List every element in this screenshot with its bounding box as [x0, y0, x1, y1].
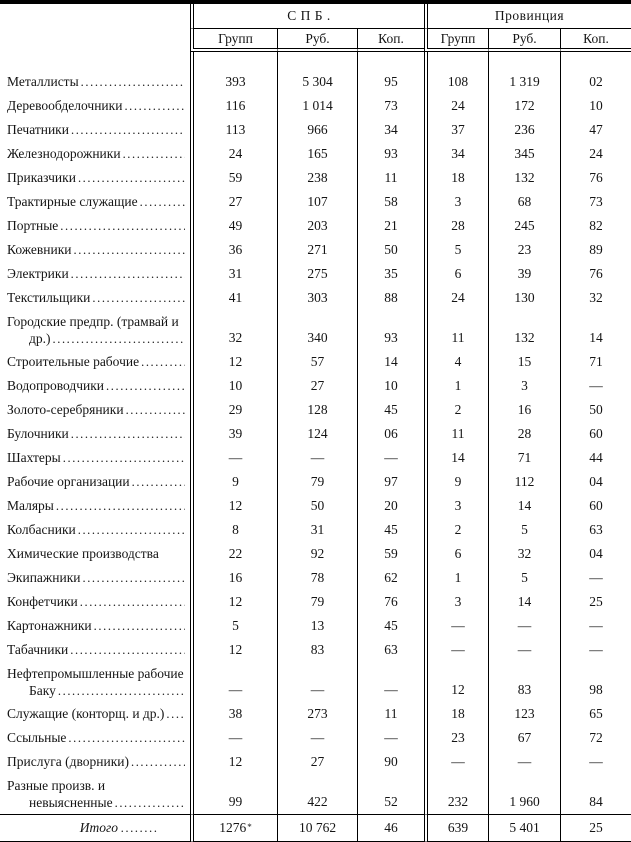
value-cell: 6	[424, 262, 488, 286]
value-cell: 9	[424, 470, 488, 494]
value-cell: 1	[424, 566, 488, 590]
value-cell: 24	[424, 94, 488, 118]
value-cell: —	[190, 446, 277, 470]
value-cell: 21	[357, 214, 424, 238]
row-label-cell	[0, 142, 190, 166]
value-cell: 422	[277, 774, 357, 814]
row-label-cell	[0, 166, 190, 190]
value-cell: —	[357, 726, 424, 750]
row-label: Табачники	[7, 642, 69, 657]
value-cell: 18	[424, 702, 488, 726]
row-label: Маляры	[7, 498, 54, 513]
row-label: Золото-серебряники	[7, 402, 124, 417]
leader-dots	[58, 682, 185, 700]
value-cell: 340	[277, 310, 357, 350]
value-cell: 6	[424, 542, 488, 566]
value-cell: 45	[357, 614, 424, 638]
total-value-cell: 5 401	[488, 814, 560, 842]
value-cell: 58	[357, 190, 424, 214]
value-cell: 238	[277, 166, 357, 190]
value-cell: 245	[488, 214, 560, 238]
value-cell: 11	[357, 702, 424, 726]
row-label: Городские предпр. (трамвай и	[7, 313, 179, 329]
header-group-province: Провинция	[424, 4, 631, 29]
value-cell: 73	[357, 94, 424, 118]
value-cell: 130	[488, 286, 560, 310]
value-cell: —	[190, 726, 277, 750]
value-cell: 14	[488, 590, 560, 614]
leader-dots	[63, 450, 185, 466]
value-cell: —	[488, 750, 560, 774]
value-cell: 2	[424, 398, 488, 422]
value-cell: —	[488, 614, 560, 638]
row-label-cell	[0, 542, 190, 566]
value-cell: 1	[424, 374, 488, 398]
row-label: Печатники	[7, 122, 69, 137]
value-cell: 132	[488, 310, 560, 350]
row-label-cell	[0, 374, 190, 398]
value-cell: 12	[190, 638, 277, 662]
value-cell: 31	[277, 518, 357, 542]
value-cell: 11	[357, 166, 424, 190]
value-cell: 5 304	[277, 70, 357, 94]
value-cell: 16	[488, 398, 560, 422]
value-cell: 98	[560, 662, 631, 702]
value-cell: 71	[488, 446, 560, 470]
total-leader-dots	[121, 820, 157, 836]
row-label-cell	[0, 774, 190, 814]
leader-dots	[92, 290, 185, 306]
value-cell: 57	[277, 350, 357, 374]
value-cell: 34	[424, 142, 488, 166]
value-cell: —	[277, 726, 357, 750]
value-cell: 393	[190, 70, 277, 94]
value-cell: 02	[560, 70, 631, 94]
value-cell: 63	[357, 638, 424, 662]
value-cell: 84	[560, 774, 631, 814]
row-label: Деревообделочники	[7, 98, 123, 113]
value-cell: 232	[424, 774, 488, 814]
value-cell: 06	[357, 422, 424, 446]
value-cell: 24	[424, 286, 488, 310]
value-cell: 108	[424, 70, 488, 94]
row-label: Прислуга (дворники)	[7, 754, 129, 769]
row-label-cell	[0, 70, 190, 94]
row-label: Рабочие организации	[7, 474, 130, 489]
value-cell: 32	[560, 286, 631, 310]
total-value-cell	[190, 814, 277, 842]
value-cell: 966	[277, 118, 357, 142]
value-cell: 04	[560, 542, 631, 566]
value-cell: 93	[357, 142, 424, 166]
leader-dots	[166, 706, 185, 722]
row-label-cell	[0, 262, 190, 286]
value-cell: 124	[277, 422, 357, 446]
value-cell: 95	[357, 70, 424, 94]
value-cell: 112	[488, 470, 560, 494]
row-label-cell	[0, 398, 190, 422]
value-cell: 16	[190, 566, 277, 590]
value-cell: —	[357, 446, 424, 470]
value-cell: —	[560, 638, 631, 662]
value-cell: 52	[357, 774, 424, 814]
total-value-cell: 25	[560, 814, 631, 842]
value-cell: 11	[424, 310, 488, 350]
value-cell: 11	[424, 422, 488, 446]
leader-dots	[71, 266, 185, 282]
header-spb-grupp: Групп	[190, 29, 277, 52]
value-cell: 275	[277, 262, 357, 286]
value-cell: 27	[190, 190, 277, 214]
value-cell: 116	[190, 94, 277, 118]
value-cell: —	[560, 566, 631, 590]
value-cell: 3	[424, 590, 488, 614]
row-label: Металлисты	[7, 74, 79, 89]
row-label: Разные произв. и	[7, 777, 106, 793]
value-cell: 1 014	[277, 94, 357, 118]
value-cell: 47	[560, 118, 631, 142]
value-cell: 34	[357, 118, 424, 142]
value-cell: 50	[357, 238, 424, 262]
header-spb-kop: Коп.	[357, 29, 424, 52]
leader-dots	[71, 426, 185, 442]
row-label: Служащие (конторщ. и др.)	[7, 706, 165, 721]
row-label: Колбасники	[7, 522, 76, 537]
value-cell: 14	[357, 350, 424, 374]
value-cell: 128	[277, 398, 357, 422]
value-cell: 76	[560, 262, 631, 286]
value-cell: 90	[357, 750, 424, 774]
value-cell: 83	[488, 662, 560, 702]
value-cell: 12	[424, 662, 488, 702]
value-cell: —	[424, 750, 488, 774]
value-cell: 123	[488, 702, 560, 726]
value-cell: 37	[424, 118, 488, 142]
spacer-cell	[488, 52, 560, 70]
value-cell: 32	[488, 542, 560, 566]
value-cell: 50	[277, 494, 357, 518]
spacer-cell	[190, 52, 277, 70]
leader-dots	[78, 170, 185, 186]
value-cell: 271	[277, 238, 357, 262]
row-label-line2: невыясненные	[29, 794, 113, 810]
row-label: Шахтеры	[7, 450, 61, 465]
value-cell: 72	[560, 726, 631, 750]
value-cell: 12	[190, 494, 277, 518]
header-prov-grupp: Групп	[424, 29, 488, 52]
value-cell: 38	[190, 702, 277, 726]
row-label-cell	[0, 750, 190, 774]
row-label-cell	[0, 726, 190, 750]
leader-dots	[94, 618, 185, 634]
value-cell: 3	[488, 374, 560, 398]
value-cell: 165	[277, 142, 357, 166]
value-cell: 45	[357, 518, 424, 542]
row-label-cell	[0, 590, 190, 614]
row-label: Картонажники	[7, 618, 92, 633]
value-cell: —	[424, 614, 488, 638]
footnote-asterisk: *	[247, 822, 252, 832]
value-cell: 41	[190, 286, 277, 310]
header-group-spb: С П Б .	[190, 4, 424, 29]
value-cell: 303	[277, 286, 357, 310]
row-label: Конфетчики	[7, 594, 78, 609]
row-label-cell	[0, 566, 190, 590]
value-cell: 12	[190, 350, 277, 374]
value-cell: 45	[357, 398, 424, 422]
union-dues-table	[0, 4, 631, 842]
value-cell: 67	[488, 726, 560, 750]
value-cell: 29	[190, 398, 277, 422]
value-cell: —	[277, 446, 357, 470]
row-label-cell	[0, 702, 190, 726]
row-label-line2: др.)	[29, 330, 51, 346]
leader-dots	[124, 98, 185, 114]
value-cell: 107	[277, 190, 357, 214]
value-cell: 89	[560, 238, 631, 262]
value-cell: 99	[190, 774, 277, 814]
value-cell: 24	[190, 142, 277, 166]
row-label-cell	[0, 214, 190, 238]
leader-dots	[70, 642, 185, 658]
row-label-cell	[0, 118, 190, 142]
value-cell: 22	[190, 542, 277, 566]
leader-dots	[140, 194, 185, 210]
value-cell: 5	[424, 238, 488, 262]
value-cell: 68	[488, 190, 560, 214]
row-label-cell	[0, 614, 190, 638]
leader-dots	[115, 794, 185, 812]
value-cell: 3	[424, 494, 488, 518]
total-value-cell: 639	[424, 814, 488, 842]
row-label-cell	[0, 662, 190, 702]
value-cell: 83	[277, 638, 357, 662]
value-cell: 15	[488, 350, 560, 374]
value-cell: 1 319	[488, 70, 560, 94]
value-cell: 132	[488, 166, 560, 190]
value-cell: 65	[560, 702, 631, 726]
value-cell: 2	[424, 518, 488, 542]
value-cell: 12	[190, 590, 277, 614]
value-cell: 20	[357, 494, 424, 518]
value-cell: 76	[560, 166, 631, 190]
total-value-cell: 10 762	[277, 814, 357, 842]
value-cell: 60	[560, 494, 631, 518]
value-cell: 28	[424, 214, 488, 238]
value-cell: —	[560, 750, 631, 774]
header-corner-cell-2	[0, 29, 190, 52]
row-label-cell	[0, 190, 190, 214]
value-cell: 172	[488, 94, 560, 118]
value-cell: 36	[190, 238, 277, 262]
value-cell: 71	[560, 350, 631, 374]
value-cell: 14	[488, 494, 560, 518]
spacer-cell	[277, 52, 357, 70]
row-label: Железнодорожники	[7, 146, 121, 161]
row-label: Ссыльные	[7, 730, 67, 745]
header-prov-rub: Руб.	[488, 29, 560, 52]
leader-dots	[53, 330, 186, 348]
row-label-cell	[0, 286, 190, 310]
row-label: Булочники	[7, 426, 69, 441]
value-cell: 18	[424, 166, 488, 190]
leader-dots	[123, 146, 185, 162]
value-cell: —	[424, 638, 488, 662]
value-cell: 82	[560, 214, 631, 238]
row-label: Электрики	[7, 266, 69, 281]
leader-dots	[78, 522, 185, 538]
value-cell: 78	[277, 566, 357, 590]
leader-dots	[81, 74, 185, 90]
value-cell: 14	[560, 310, 631, 350]
value-cell: —	[357, 662, 424, 702]
value-cell: 5	[488, 518, 560, 542]
header-spb-rub: Руб.	[277, 29, 357, 52]
value-cell: 76	[357, 590, 424, 614]
leader-dots	[74, 242, 186, 258]
leader-dots	[82, 570, 185, 586]
total-spb-grupp: 1276	[219, 820, 247, 835]
value-cell: —	[277, 662, 357, 702]
row-label: Водопроводчики	[7, 378, 105, 393]
spacer-cell	[424, 52, 488, 70]
leader-dots	[106, 378, 185, 394]
row-label-cell	[0, 638, 190, 662]
value-cell: 13	[277, 614, 357, 638]
value-cell: 59	[190, 166, 277, 190]
spacer-cell	[357, 52, 424, 70]
row-label: Кожевники	[7, 242, 72, 257]
value-cell: —	[190, 662, 277, 702]
value-cell: 50	[560, 398, 631, 422]
row-label: Портные	[7, 218, 59, 233]
value-cell: 62	[357, 566, 424, 590]
spacer-cell	[0, 52, 190, 70]
total-label: Итого	[79, 820, 118, 835]
row-label-cell	[0, 238, 190, 262]
row-label: Строительные рабочие	[7, 354, 140, 369]
value-cell: 1 960	[488, 774, 560, 814]
value-cell: 27	[277, 750, 357, 774]
value-cell: 49	[190, 214, 277, 238]
row-label: Текстильщики	[7, 290, 91, 305]
value-cell: 10	[190, 374, 277, 398]
value-cell: 73	[560, 190, 631, 214]
value-cell: 60	[560, 422, 631, 446]
row-label-cell	[0, 310, 190, 350]
row-label-cell	[0, 518, 190, 542]
row-label: Нефтепромышленные рабочие	[7, 665, 184, 681]
value-cell: 10	[560, 94, 631, 118]
row-label: Экипажники	[7, 570, 81, 585]
value-cell: 345	[488, 142, 560, 166]
value-cell: 79	[277, 590, 357, 614]
value-cell: 4	[424, 350, 488, 374]
value-cell: 8	[190, 518, 277, 542]
value-cell: 12	[190, 750, 277, 774]
value-cell: 9	[190, 470, 277, 494]
leader-dots	[56, 498, 185, 514]
value-cell: 23	[424, 726, 488, 750]
leader-dots	[131, 754, 185, 770]
value-cell: 32	[190, 310, 277, 350]
row-label-cell	[0, 470, 190, 494]
value-cell: 39	[488, 262, 560, 286]
value-cell: 35	[357, 262, 424, 286]
row-label-cell	[0, 494, 190, 518]
total-value-cell: 46	[357, 814, 424, 842]
row-label: Приказчики	[7, 170, 76, 185]
value-cell: 63	[560, 518, 631, 542]
value-cell: 92	[277, 542, 357, 566]
value-cell: 97	[357, 470, 424, 494]
value-cell: 44	[560, 446, 631, 470]
row-label: Трактирные служащие	[7, 194, 138, 209]
value-cell: 113	[190, 118, 277, 142]
value-cell: 273	[277, 702, 357, 726]
value-cell: 39	[190, 422, 277, 446]
row-label-cell	[0, 422, 190, 446]
value-cell: 5	[190, 614, 277, 638]
value-cell: 5	[488, 566, 560, 590]
row-label: Химические производства	[7, 546, 159, 561]
row-label-cell	[0, 446, 190, 470]
value-cell: 23	[488, 238, 560, 262]
header-prov-kop: Коп.	[560, 29, 631, 52]
leader-dots	[141, 354, 185, 370]
row-label-line2: Баку	[29, 682, 56, 698]
value-cell: 10	[357, 374, 424, 398]
leader-dots	[68, 730, 185, 746]
header-corner-cell	[0, 4, 190, 29]
value-cell: 25	[560, 590, 631, 614]
value-cell: —	[488, 638, 560, 662]
value-cell: 93	[357, 310, 424, 350]
value-cell: 14	[424, 446, 488, 470]
leader-dots	[71, 122, 185, 138]
value-cell: —	[560, 614, 631, 638]
value-cell: 79	[277, 470, 357, 494]
row-label-cell	[0, 94, 190, 118]
value-cell: 31	[190, 262, 277, 286]
value-cell: 59	[357, 542, 424, 566]
value-cell: 24	[560, 142, 631, 166]
value-cell: —	[560, 374, 631, 398]
leader-dots	[80, 594, 185, 610]
value-cell: 28	[488, 422, 560, 446]
value-cell: 88	[357, 286, 424, 310]
leader-dots	[126, 402, 185, 418]
leader-dots	[132, 474, 185, 490]
value-cell: 27	[277, 374, 357, 398]
value-cell: 236	[488, 118, 560, 142]
row-label-cell	[0, 350, 190, 374]
value-cell: 203	[277, 214, 357, 238]
total-label-cell	[0, 814, 190, 842]
value-cell: 3	[424, 190, 488, 214]
leader-dots	[60, 218, 185, 234]
value-cell: 04	[560, 470, 631, 494]
spacer-cell	[560, 52, 631, 70]
